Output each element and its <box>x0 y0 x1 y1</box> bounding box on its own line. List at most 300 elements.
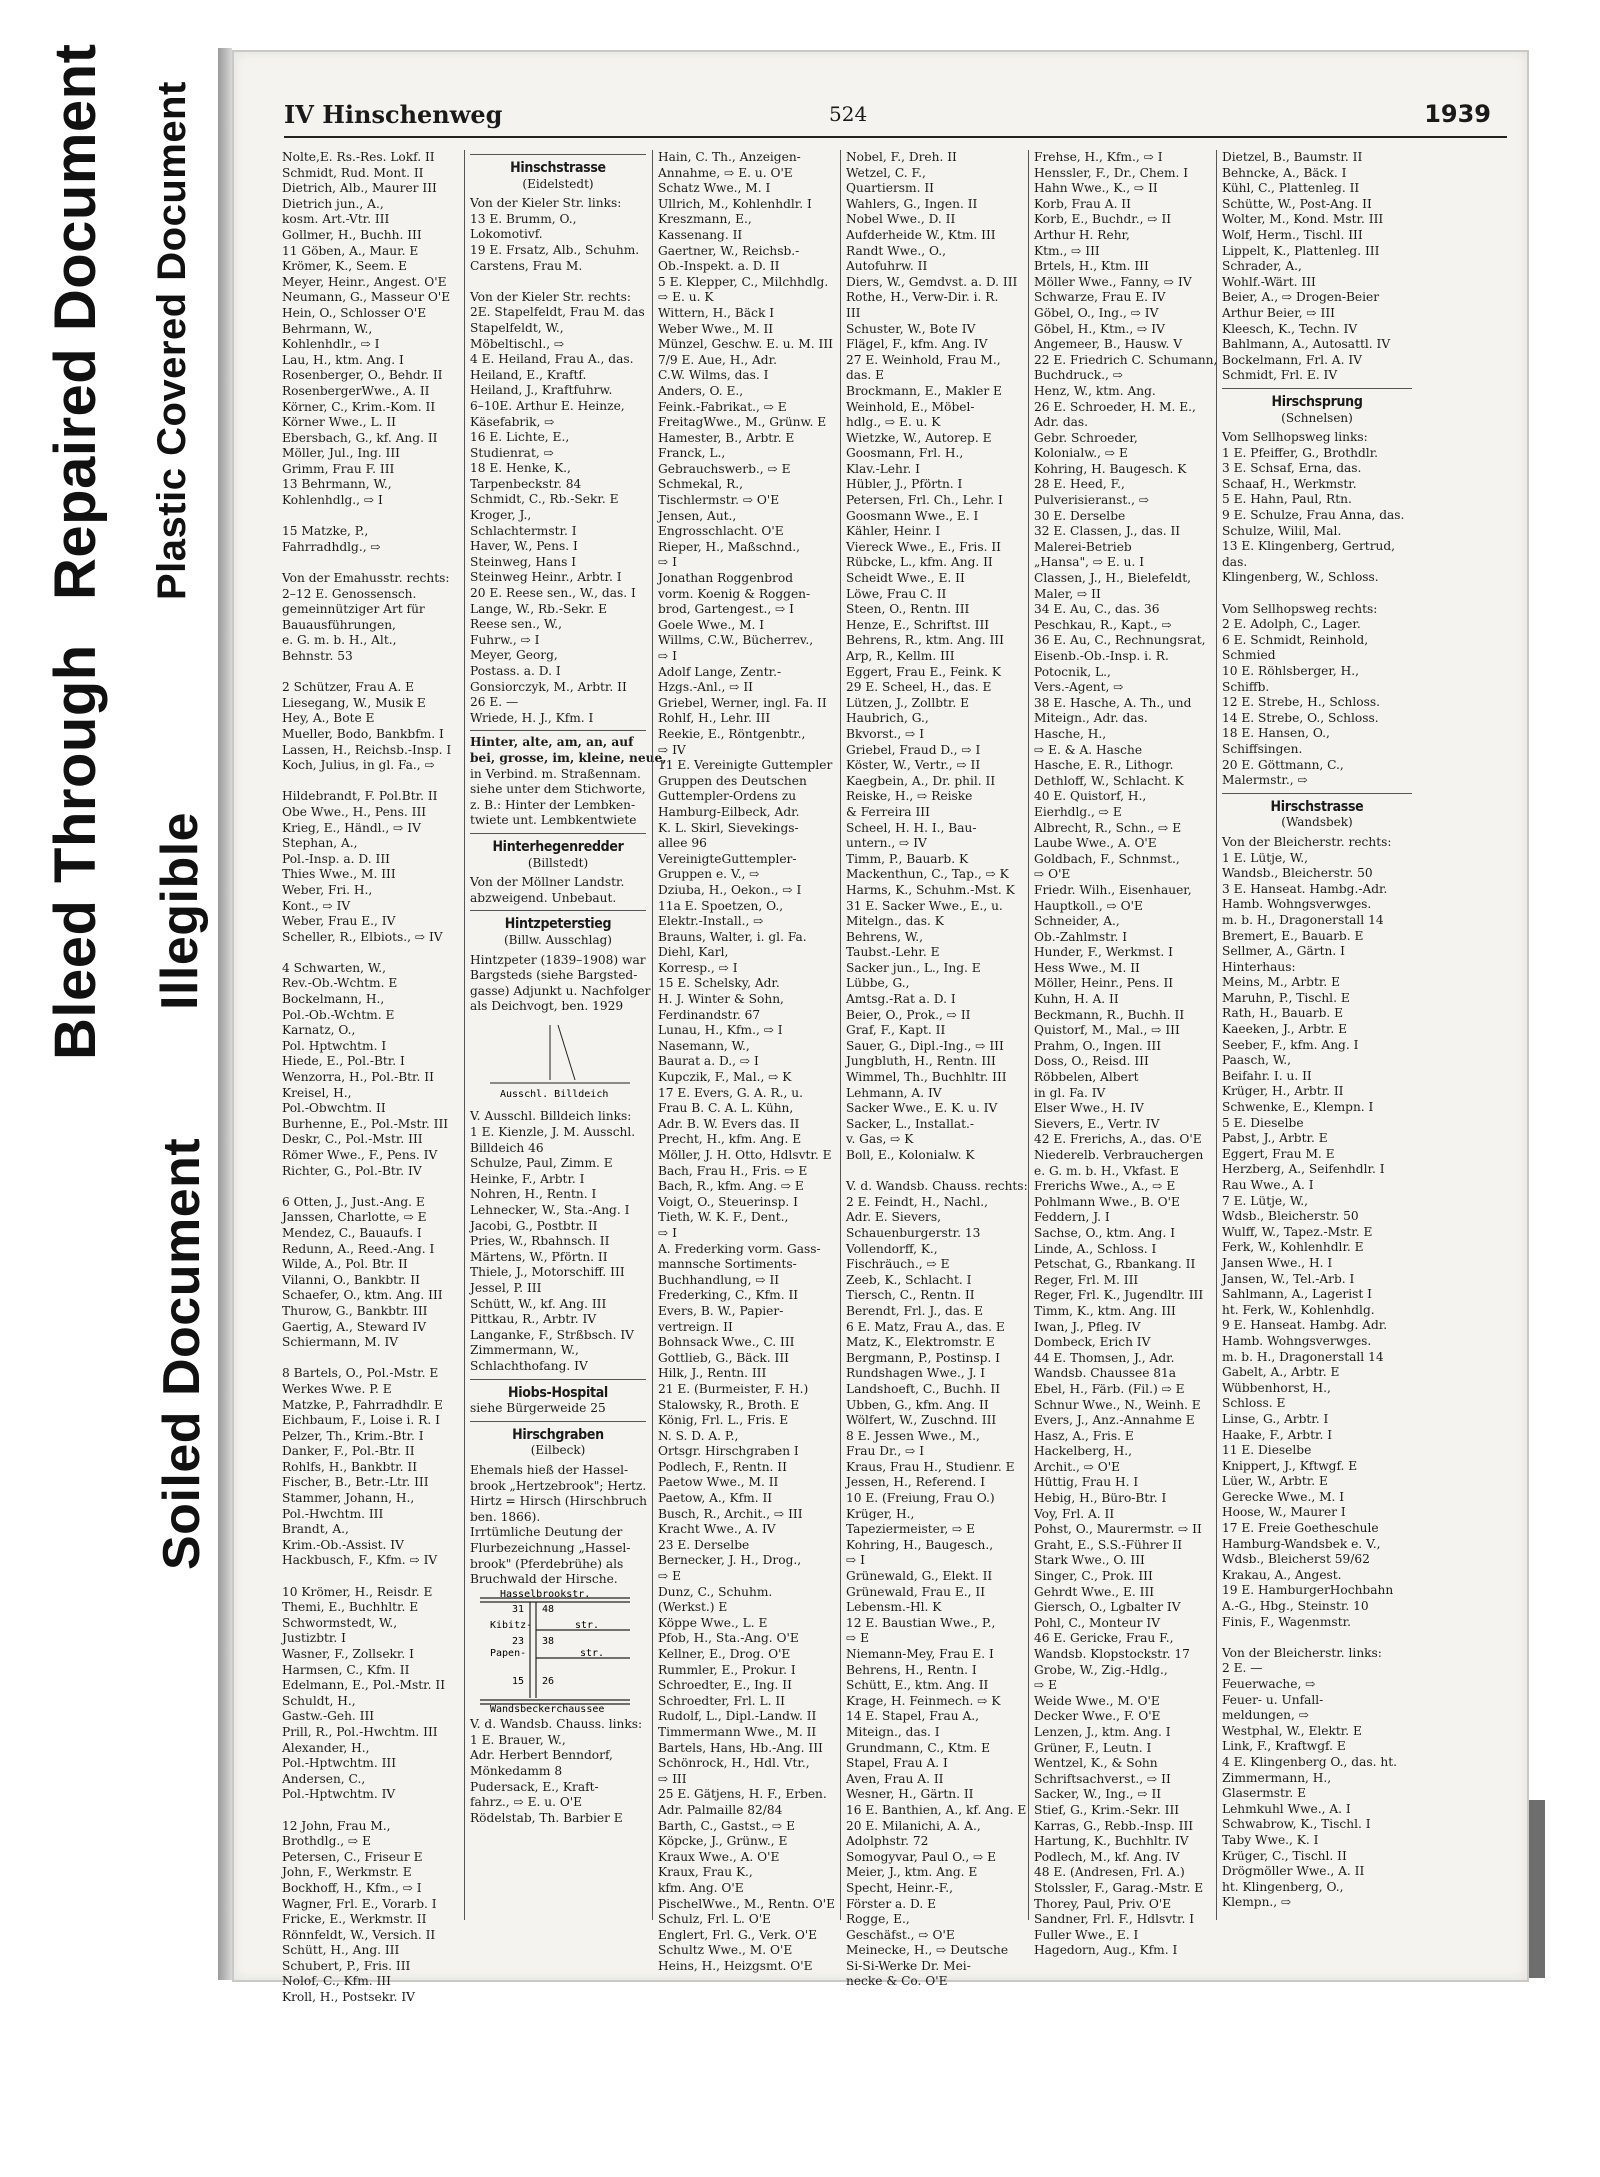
map-label: Kibitz- <box>490 1619 533 1631</box>
directory-entry: Jacobi, G., Postbtr. II <box>470 1218 598 1233</box>
directory-entry: Englert, Frl. G., Verk. O'E <box>658 1927 818 1942</box>
directory-entry: 1 E. Brauer, W., <box>470 1732 566 1747</box>
directory-entry: Justizbtr. I <box>282 1631 346 1646</box>
street-district: (Wandsbek) <box>1281 815 1353 830</box>
directory-entry: 5 E. Hahn, Paul, Rtn. <box>1222 492 1352 507</box>
directory-entry: 22 E. Friedrich C. Schumann, <box>1034 352 1218 367</box>
directory-entry: kosm. Art.-Vtr. III <box>282 212 390 227</box>
directory-entry: Pelzer, Th., Krim.-Btr. I <box>282 1428 424 1443</box>
directory-entry: Hintzpeter (1839–1908) war <box>470 952 646 967</box>
directory-entry: Voy, Frl. A. II <box>1034 1506 1115 1521</box>
directory-entry: Pol.-Obwchtm. II <box>282 1101 386 1116</box>
directory-entry: Märtens, W., Pförtn. II <box>470 1249 608 1264</box>
directory-entry: Lenzen, J., ktm. Ang. I <box>1034 1724 1171 1739</box>
directory-entry: V. d. Wandsb. Chauss. links: <box>470 1717 643 1732</box>
directory-entry: das. E <box>846 368 884 383</box>
directory-entry: Flägel, F., kfm. Ang. IV <box>846 337 988 352</box>
street-heading: Hirschsprung <box>1271 393 1363 410</box>
column-divider <box>1028 150 1029 1920</box>
directory-entry: 40 E. Quistorf, H., <box>1034 789 1147 804</box>
directory-entry: Hey, A., Bote E <box>282 711 375 726</box>
directory-entry: Weinhold, E., Möbel- <box>846 399 975 414</box>
directory-entry: Wulff, W., Tapez.-Mstr. E <box>1222 1224 1373 1239</box>
directory-entry: Diehl, Karl, <box>658 945 729 960</box>
directory-entry: Glasermstr. E <box>1222 1786 1307 1801</box>
directory-entry: Gabelt, A., Arbtr. E <box>1222 1365 1340 1380</box>
directory-entry: Bkvorst., ⇨ I <box>846 726 925 741</box>
directory-entry: Kroll, H., Postsekr. IV <box>282 1990 415 2005</box>
directory-entry: 1 E. Lütje, W., <box>1222 850 1308 865</box>
directory-entry: Schmidt, Rud. Mont. II <box>282 165 424 180</box>
street-heading: Hinterhegenredder <box>492 838 624 855</box>
directory-entry: & Ferreira III <box>846 804 930 819</box>
directory-entry: Henssler, F., Dr., Chem. I <box>1034 165 1189 180</box>
directory-entry: 14 E. Strebe, O., Schloss. <box>1222 710 1379 725</box>
directory-entry: Matzke, P., Fahrradhdlr. E <box>282 1397 443 1412</box>
directory-entry: Zimmermann, H., <box>1222 1770 1332 1785</box>
directory-entry: siehe Bürgerweide 25 <box>470 1401 606 1416</box>
directory-entry: Körner, C., Krim.-Kom. II <box>282 399 436 414</box>
directory-entry: Reese sen., W., <box>470 617 563 632</box>
directory-entry: Buchdruck., ⇨ <box>1034 368 1124 383</box>
directory-entry: Fuller Wwe., E. I <box>1034 1927 1139 1942</box>
directory-entry: Arp, R., Kellm. III <box>846 649 955 663</box>
directory-entry: Wohlf.-Wärt. III <box>1222 274 1316 289</box>
section-divider <box>470 1379 646 1380</box>
directory-entry: Hüttig, Frau H. I <box>1034 1475 1139 1490</box>
directory-entry: Alexander, H., <box>282 1740 370 1755</box>
directory-entry: Wesner, H., Gärtn. II <box>846 1787 974 1802</box>
directory-entry: Schulze, Wilil, Mal. <box>1222 523 1342 538</box>
directory-entry: Brauns, Walter, i. gl. Fa. <box>658 929 807 944</box>
directory-entry: 26 E. — <box>470 695 519 710</box>
blank-line <box>282 1803 458 1819</box>
directory-entry: Kolonialw., ⇨ E <box>1034 446 1128 461</box>
directory-entry: A. Frederking vorm. Gass- <box>658 1241 821 1256</box>
directory-entry: Rau Wwe., A. I <box>1222 1178 1314 1192</box>
directory-entry: Wölfert, W., Zuschnd. III <box>846 1413 997 1428</box>
directory-entry: Grobe, W., Zig.-Hdlg., <box>1034 1662 1168 1677</box>
directory-entry: Schrader, A., <box>1222 259 1302 274</box>
directory-entry: Petersen, Frl. Ch., Lehr. I <box>846 493 1003 508</box>
directory-entry: 18 E. Hansen, O., <box>1222 726 1330 741</box>
map-label: 15 <box>512 1675 525 1687</box>
directory-entry: Haake, F., Arbtr. I <box>1222 1427 1333 1442</box>
blank-line <box>470 274 646 290</box>
stamp-bleed-through: Bleed Through <box>43 644 108 1060</box>
directory-entry: Kroger, J., <box>470 508 532 523</box>
directory-entry: Käsefabrik, ⇨ <box>470 414 555 429</box>
directory-entry: Krömer, K., Seem. E <box>282 259 407 274</box>
directory-entry: Petersen, C., Friseur E <box>282 1849 423 1864</box>
directory-entry: H. J. Winter & Sohn, <box>658 992 784 1007</box>
directory-entry: Beifahr. I. u. II <box>1222 1068 1312 1083</box>
directory-entry: Schiffb. <box>1222 679 1270 694</box>
directory-entry: Von der Bleicherstr. links: <box>1222 1645 1382 1660</box>
directory-entry: Hunder, F., Werkmst. I <box>1034 945 1173 960</box>
directory-entry: Gollmer, H., Buchh. III <box>282 227 422 242</box>
directory-entry: Aufderheide W., Ktm. III <box>846 227 996 242</box>
directory-entry: Thies Wwe., M. III <box>282 867 396 882</box>
directory-entry: ⇨ I <box>658 649 677 663</box>
directory-entry: Hess Wwe., M. II <box>1034 960 1140 975</box>
directory-entry: Ktm., ⇨ III <box>1034 243 1100 258</box>
directory-entry: Weber, Frau E., IV <box>282 914 396 929</box>
directory-entry: Göbel, H., Ktm., ⇨ IV <box>1034 321 1165 336</box>
directory-entry: 11 E. Dieselbe <box>1222 1443 1312 1458</box>
directory-entry: Schauenburgerstr. 13 <box>846 1225 981 1240</box>
directory-entry: Tiersch, C., Rentn. II <box>846 1288 975 1303</box>
diagram-line <box>558 1025 575 1080</box>
directory-entry: Link, F., Kraftwgf. E <box>1222 1739 1346 1754</box>
directory-entry: Busch, R., Archit., ⇨ III <box>658 1506 803 1521</box>
directory-entry: Nolte,E. Rs.-Res. Lokf. II <box>282 150 435 164</box>
map-label: 23 <box>512 1635 525 1647</box>
directory-entry: Gaertner, W., Reichsb.- <box>658 243 800 258</box>
directory-entry: Fischer, B., Betr.-Ltr. III <box>282 1475 429 1490</box>
directory-entry: Göbel, O., Ing., ⇨ IV <box>1034 305 1159 320</box>
directory-entry: Geschäfst., ⇨ O'E <box>846 1927 955 1942</box>
directory-entry: 19 E. HamburgerHochbahn <box>1222 1583 1394 1598</box>
directory-entry: Rogge, E., <box>846 1912 910 1927</box>
directory-note: in Verbind. m. Straßennam. <box>470 766 641 781</box>
directory-entry: Kraux Wwe., A. O'E <box>658 1849 780 1864</box>
directory-entry: Frerichs Wwe., A., ⇨ E <box>1034 1179 1176 1194</box>
directory-entry: Eierhdlg., ⇨ E <box>1034 804 1122 819</box>
directory-entry: Griebel, Werner, ingl. Fa. II <box>658 695 827 710</box>
directory-entry: 48 E. (Andresen, Frl. A.) <box>1034 1865 1185 1880</box>
directory-entry: Grünewald, Frau E., II <box>846 1584 986 1599</box>
directory-entry: Stephan, A., <box>282 836 358 851</box>
directory-entry: 10 Krömer, H., Reisdr. E <box>282 1584 433 1599</box>
street-map-hirschgraben <box>470 1588 640 1713</box>
directory-entry: 42 E. Frerichs, A., das. O'E <box>1034 1132 1202 1147</box>
directory-entry: Lebensm.-Hl. K <box>846 1600 942 1615</box>
directory-entry: 17 E. Evers, G. A. R., u. <box>658 1085 803 1100</box>
directory-entry: Kohring, H. Baugesch. K <box>1034 461 1187 476</box>
directory-entry: Precht, H., kfm. Ang. E <box>658 1132 802 1147</box>
directory-entry: Diers, W., Gemdvst. a. D. III <box>846 274 1018 289</box>
directory-entry: Lüer, W., Arbtr. E <box>1222 1474 1328 1489</box>
directory-entry: Weber, Fri. H., <box>282 882 373 897</box>
directory-entry: v. Gas, ⇨ K <box>846 1132 914 1147</box>
street-district: (Eilbeck) <box>530 1443 586 1458</box>
directory-entry: Schultz Wwe., M. O'E <box>658 1943 793 1958</box>
directory-entry: Wenzorra, H., Pol.-Btr. II <box>282 1070 434 1085</box>
directory-entry: Quartiersm. II <box>846 181 934 196</box>
directory-entry: Wimmel, Th., Buchhltr. III <box>846 1070 1007 1085</box>
directory-entry: 16 E. Lichte, E., <box>470 430 570 445</box>
directory-entry: König, Frl. L., Fris. E <box>658 1413 789 1428</box>
directory-entry: 20 E. Göttmann, C., <box>1222 757 1344 772</box>
blank-line <box>282 774 458 790</box>
directory-entry: Rath, H., Bauarb. E <box>1222 1006 1344 1021</box>
directory-entry: Reger, Frl. K., Jugendltr. III <box>1034 1288 1204 1303</box>
street-district: (Billw. Ausschlag) <box>503 932 612 947</box>
directory-entry: Kracht Wwe., A. IV <box>658 1522 776 1537</box>
directory-entry: Burhenne, E., Pol.-Mstr. III <box>282 1116 449 1131</box>
directory-entry: Schönrock, H., Hdl. Vtr., <box>658 1756 810 1771</box>
directory-entry: Eisenb.-Ob.-Insp. i. R. <box>1034 649 1169 663</box>
directory-entry: Brothdlg., ⇨ E <box>282 1834 371 1849</box>
directory-entry: Bremert, E., Bauarb. E <box>1222 928 1364 943</box>
directory-entry: Eggert, Frau E., Feink. K <box>846 664 1001 679</box>
directory-entry: Schmied <box>1222 648 1276 663</box>
directory-entry: Willms, C.W., Bücherrev., <box>658 633 814 648</box>
directory-entry: Adr. B. W. Evers das. II <box>658 1116 800 1131</box>
directory-entry: Hildebrandt, F. Pol.Btr. II <box>282 789 438 804</box>
directory-entry: Karnatz, O., <box>282 1023 356 1038</box>
directory-entry: Bruchwald der Hirsche. <box>470 1572 618 1587</box>
directory-entry: Steinweg, Hans I <box>470 554 577 569</box>
directory-entry: Hackbusch, F., Kfm. ⇨ IV <box>282 1553 438 1568</box>
directory-entry: Aven, Frau A. II <box>846 1771 944 1786</box>
directory-entry: Rohlf, H., Lehr. III <box>658 711 771 726</box>
directory-entry: Autofuhrw. II <box>846 259 928 274</box>
directory-entry: Timm, K., ktm. Ang. III <box>1034 1303 1176 1318</box>
directory-entry: John, F., Werkmstr. E <box>282 1865 412 1880</box>
directory-entry: Grünewald, G., Elekt. II <box>846 1569 993 1584</box>
directory-entry: Wandsb. Klopstockstr. 17 <box>1034 1647 1190 1661</box>
directory-entry: Krüger, H., Arbtr. II <box>1222 1084 1344 1099</box>
directory-entry: Jungbluth, H., Rentn. III <box>846 1054 996 1069</box>
directory-entry: V. Ausschl. Billdeich links: <box>470 1109 632 1124</box>
directory-entry: Ebersbach, G., kf. Ang. II <box>282 430 438 445</box>
directory-entry: 4 E. Klingenberg O., das. ht. <box>1222 1754 1397 1769</box>
directory-entry: Hamb. Wohngsverwges. <box>1222 897 1372 912</box>
directory-entry: Rohlfs, H., Bankbtr. II <box>282 1459 418 1474</box>
directory-entry: Dietrich, Alb., Maurer III <box>282 181 437 196</box>
directory-entry: Meyer, Georg, <box>470 648 558 663</box>
directory-entry: ⇨ E <box>846 1631 869 1646</box>
directory-entry: Hasche, H., <box>1034 726 1107 741</box>
directory-entry: Si-Si-Werke Dr. Mei- <box>846 1958 971 1973</box>
directory-entry: 2 Schützer, Frau A. E <box>282 680 414 695</box>
directory-entry: Pol.-Insp. a. D. III <box>282 851 390 866</box>
directory-entry: Wittern, H., Bäck I <box>658 305 775 320</box>
directory-entry: Krieg, E., Händl., ⇨ IV <box>282 820 421 835</box>
directory-entry: Janssen, Charlotte, ⇨ E <box>282 1210 427 1225</box>
stamp-soiled-document: Soiled Document <box>153 1137 211 1570</box>
directory-entry: Bahlmann, A., Autosattl. IV <box>1222 337 1391 352</box>
directory-entry: ⇨ E <box>658 1569 681 1584</box>
directory-entry: Kohlenhdlr., ⇨ I <box>282 337 380 352</box>
directory-entry: 13 Behrmann, W., <box>282 477 392 492</box>
directory-entry: Hoose, W., Maurer I <box>1222 1505 1346 1520</box>
directory-entry: Dietzel, B., Baumstr. II <box>1222 150 1363 164</box>
directory-entry: Hamester, B., Arbtr. E <box>658 430 795 445</box>
directory-entry: Kreisel, H., <box>282 1085 352 1100</box>
directory-entry: Wandsb. Chaussee 81a <box>1034 1366 1177 1381</box>
directory-entry: Miteign., Adr. das. <box>1034 711 1148 726</box>
directory-entry: Stalowsky, R., Broth. E <box>658 1397 800 1412</box>
directory-entry: 11 E. Vereinigte Guttempler <box>658 758 833 773</box>
directory-entry: Feink.-Fabrikat., ⇨ E <box>658 399 787 414</box>
directory-entry: Gebrauchswerb., ⇨ E <box>658 461 791 476</box>
directory-entry: Krage, H. Feinmech. ⇨ K <box>846 1693 1001 1708</box>
directory-entry: Dombeck, Erich IV <box>1034 1335 1151 1350</box>
directory-entry: 34 E. Au, C., das. 36 <box>1034 602 1160 617</box>
directory-entry: ⇨ III <box>658 1771 687 1786</box>
directory-entry: Lau, H., ktm. Ang. I <box>282 352 404 367</box>
directory-entry: 20 E. Reese sen., W., das. I <box>470 586 636 601</box>
directory-entry: Gruppen e. V., ⇨ <box>658 867 760 882</box>
directory-entry: Kähler, Heinr. I <box>846 524 941 539</box>
directory-entry: 1 E. Kienzle, J. M. Ausschl. <box>470 1125 636 1140</box>
directory-entry: Liesegang, W., Musik E <box>282 695 426 710</box>
directory-entry: Stark Wwe., O. III <box>1034 1553 1145 1568</box>
map-label: 48 <box>542 1603 555 1615</box>
directory-entry: 20 E. Milanichi, A. A., <box>846 1818 981 1833</box>
directory-entry: N. S. D. A. P., <box>658 1428 739 1443</box>
directory-entry: Buchhandlung, ⇨ II <box>658 1272 780 1287</box>
directory-entry: Albrecht, R., Schn., ⇨ E <box>1034 820 1182 835</box>
diagram-label: Ausschl. Billdeich <box>500 1088 609 1100</box>
directory-entry: Lehmkuhl Wwe., A. I <box>1222 1801 1351 1816</box>
directory-column-1 <box>282 150 458 2005</box>
directory-column-3 <box>658 150 836 1973</box>
directory-entry: Korb, Frau A. II <box>1034 196 1131 211</box>
directory-entry: Schwenke, E., Klempn. I <box>1222 1100 1374 1115</box>
directory-note: z. B.: Hinter der Lembken- <box>470 797 636 812</box>
directory-entry: Reiske, H., ⇨ Reiske <box>846 789 973 804</box>
directory-entry: Reekie, E., Röntgenbtr., <box>658 726 806 741</box>
directory-page <box>232 50 1529 2005</box>
directory-entry: Schaefer, O., ktm. Ang. III <box>282 1288 443 1303</box>
directory-entry: Kupczik, F., Mal., ⇨ K <box>658 1070 792 1085</box>
directory-entry: Ob.-Zahlmstr. I <box>1034 929 1128 944</box>
directory-entry: Meins, M., Arbtr. E <box>1222 975 1340 990</box>
directory-entry: Ortsgr. Hirschgraben I <box>658 1444 799 1459</box>
directory-entry: Bach, R., kfm. Ang. ⇨ E <box>658 1179 804 1194</box>
directory-entry: 44 E. Thomsen, J., Adr. <box>1034 1350 1175 1365</box>
directory-entry: Hamburg-Wandsbek e. V., <box>1222 1536 1381 1551</box>
directory-entry: Schroedter, Frl. L. II <box>658 1693 785 1708</box>
directory-entry: Ebel, H., Färb. (Fil.) ⇨ E <box>1034 1381 1185 1396</box>
directory-entry: Miteign., das. I <box>846 1724 940 1739</box>
directory-entry: Gaertig, A., Steward IV <box>282 1319 427 1334</box>
directory-entry: Meyer, Heinr., Angest. O'E <box>282 274 447 289</box>
directory-entry: Lokomotivf. <box>470 227 543 242</box>
street-heading: Hirschstrasse <box>1270 798 1364 815</box>
directory-entry: 7 E. Lütje, W., <box>1222 1193 1308 1208</box>
directory-entry: Wübbenhorst, H., <box>1222 1380 1331 1395</box>
directory-entry: Wagner, Frl. E., Vorarb. I <box>282 1896 437 1911</box>
directory-entry: Westphal, W., Elektr. E <box>1222 1723 1362 1738</box>
directory-entry: Wetzel, C. F., <box>846 165 926 180</box>
stamp-repaired-document: Repaired Document <box>43 43 108 600</box>
directory-entry: Krüger, C., Tischl. II <box>1222 1848 1347 1863</box>
directory-entry: Bergmann, P., Postinsp. I <box>846 1350 1000 1365</box>
stamp-illegible: Illegible <box>151 811 209 1010</box>
column-divider <box>1216 150 1217 1920</box>
directory-entry: VereinigteGuttempler- <box>658 851 797 866</box>
directory-entry: ⇨ I <box>658 1225 677 1240</box>
directory-entry: Weide Wwe., M. O'E <box>1034 1693 1160 1708</box>
directory-entry: Krakau, A., Angest. <box>1222 1567 1342 1582</box>
directory-entry: Iwan, J., Pfleg. IV <box>1034 1319 1141 1334</box>
directory-entry: Pol. Hptwchtm. I <box>282 1038 387 1053</box>
directory-entry: 16 E. Banthien, A., kf. Ang. E <box>846 1802 1027 1817</box>
directory-entry: Meinecke, H., ⇨ Deutsche <box>846 1943 1009 1958</box>
directory-entry: Heins, H., Heizgsmt. O'E <box>658 1958 813 1973</box>
directory-entry: Rieper, H., Maßschnd., <box>658 539 800 554</box>
directory-entry: Schwormstedt, W., <box>282 1615 398 1630</box>
directory-entry: Eichbaum, F., Loise i. R. I <box>282 1413 440 1428</box>
directory-entry: Dethloff, W., Schlacht. K <box>1034 773 1184 788</box>
directory-entry: Schriftsachverst., ⇨ II <box>1034 1771 1171 1786</box>
directory-entry: Kraus, Frau H., Studienr. E <box>846 1459 1015 1474</box>
directory-entry: 36 E. Au, C., Rechnungsrat, <box>1034 633 1206 648</box>
directory-entry: Annahme, ⇨ E. u. O'E <box>658 165 793 180</box>
blank-line <box>282 1569 458 1585</box>
directory-entry: Arthur Beier, ⇨ III <box>1222 305 1335 320</box>
directory-entry: m. b. H., Dragonerstall 14 <box>1222 912 1384 927</box>
directory-entry: Schlachtermstr. I <box>470 523 577 538</box>
directory-entry: 13 E. Brumm, O., <box>470 211 577 226</box>
directory-entry: Sievers, E., Vertr. IV <box>1034 1116 1160 1131</box>
directory-entry: Behrmann, W., <box>282 321 373 336</box>
directory-entry: ⇨ O'E <box>1034 867 1071 882</box>
directory-entry: Rönnfeldt, W., Versich. II <box>282 1927 436 1942</box>
directory-entry: Grimm, Frau F. III <box>282 461 395 476</box>
directory-entry: Mönkedamm 8 <box>470 1764 563 1779</box>
directory-entry: Elser Wwe., H. IV <box>1034 1101 1144 1116</box>
directory-entry: Von der Möllner Landstr. <box>470 875 625 890</box>
directory-column-2 <box>470 150 667 1920</box>
directory-entry: Pulverisieranst., ⇨ <box>1034 493 1150 508</box>
directory-entry: PischelWwe., M., Rentn. O'E <box>658 1896 836 1911</box>
directory-entry: 2 E. — <box>1222 1661 1263 1676</box>
directory-note: Hinter, alte, am, an, auf <box>470 735 634 750</box>
directory-entry: allee 96 <box>658 836 707 851</box>
directory-entry: Gottlieb, G., Bäck. III <box>658 1350 789 1365</box>
directory-entry: 11a E. Spoetzen, O., <box>658 898 784 913</box>
directory-entry: Herzberg, A., Seifenhdlr. I <box>1222 1162 1385 1177</box>
directory-entry: Jansen Wwe., H. I <box>1222 1255 1333 1270</box>
directory-entry: Berendt, Frl. J., das. E <box>846 1303 983 1318</box>
directory-entry: Anders, O. E., <box>658 383 744 398</box>
directory-entry: brook „Hertzebrook"; Hertz. <box>470 1478 647 1493</box>
directory-entry: Adolf Lange, Zentr.- <box>658 664 782 679</box>
directory-entry: Matz, K., Elektromstr. E <box>846 1335 995 1350</box>
directory-entry: 30 E. Derselbe <box>1034 508 1126 523</box>
directory-entry: Hain, C. Th., Anzeigen- <box>658 150 801 164</box>
directory-entry: Hiede, E., Pol.-Btr. I <box>282 1054 405 1069</box>
map-label: 38 <box>542 1635 555 1647</box>
directory-entry: Rummler, E., Prokur. I <box>658 1662 796 1677</box>
map-label: str. <box>575 1619 600 1631</box>
directory-entry: Pohst, O., Maurermstr. ⇨ II <box>1034 1522 1202 1537</box>
directory-entry: Obe Wwe., H., Pens. III <box>282 804 427 819</box>
directory-entry: Mueller, Bodo, Bankbfm. I <box>282 726 444 741</box>
directory-entry: Bockhoff, H., Kfm., ⇨ I <box>282 1880 422 1895</box>
directory-entry: Amtsg.-Rat a. D. I <box>846 992 956 1007</box>
directory-entry: Kuhn, H. A. II <box>1034 992 1119 1007</box>
directory-entry: Stapel, Frau A. I <box>846 1756 948 1771</box>
directory-entry: Pohl, C., Monteur IV <box>1034 1615 1160 1630</box>
directory-entry: Pol.-Hptwchtm. III <box>282 1756 397 1771</box>
directory-entry: Lehnecker, W., Sta.-Ang. I <box>470 1203 630 1218</box>
directory-entry: Timmermann Wwe., M. II <box>658 1724 817 1739</box>
directory-entry: 12 E. Strebe, H., Schloss. <box>1222 695 1380 710</box>
directory-entry: Haver, W., Pens. I <box>470 539 578 554</box>
directory-entry: Schuster, W., Bote IV <box>846 321 976 336</box>
directory-entry: Von der Kieler Str. links: <box>470 196 622 211</box>
directory-entry: Schnur Wwe., N., Weinh. E <box>1034 1397 1201 1412</box>
directory-entry: Schwarze, Frau E. IV <box>1034 290 1166 305</box>
directory-entry: Maler, ⇨ II <box>1034 586 1101 601</box>
